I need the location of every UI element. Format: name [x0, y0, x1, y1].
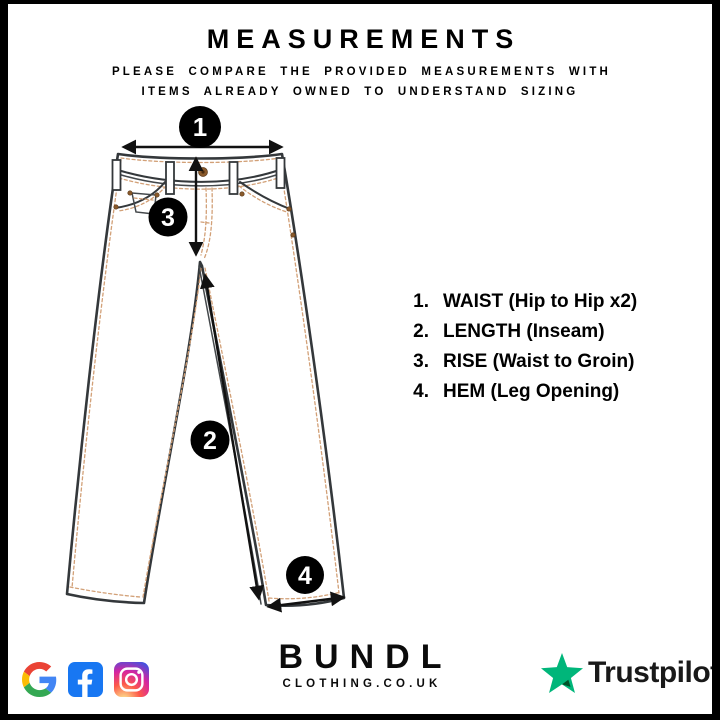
marker-3: [149, 198, 188, 237]
legend-item-length: [403, 317, 637, 347]
measurement-legend: [403, 287, 637, 407]
legend-number: 4.: [413, 381, 429, 402]
page-title: MEASUREMENTS: [206, 24, 521, 54]
legend-number: 1.: [413, 291, 429, 312]
trustpilot-star-icon: [541, 653, 583, 693]
trustpilot-wordmark: Trustpilot: [588, 656, 720, 689]
legend-label: RISE (Waist to Groin): [443, 351, 635, 372]
legend-number: 3.: [413, 351, 429, 372]
legend-item-hem: [403, 377, 637, 407]
page-subtitle: [0, 62, 720, 102]
brand-domain: CLOTHING.CO.UK: [282, 678, 442, 690]
facebook-icon[interactable]: [68, 662, 103, 697]
rivet: [287, 207, 291, 211]
belt-loop: [166, 162, 174, 194]
marker-1: [179, 106, 221, 148]
rivet: [155, 193, 159, 197]
svg-text:4: 4: [298, 562, 312, 590]
header: [0, 24, 720, 102]
belt-loop: [277, 158, 285, 188]
legend-item-waist: [403, 287, 637, 317]
legend-label: HEM (Leg Opening): [443, 381, 620, 402]
legend-label: WAIST (Hip to Hip x2): [443, 291, 638, 312]
subtitle-line-1: PLEASE COMPARE THE PROVIDED MEASUREMENTS WITH: [111, 66, 612, 78]
social-icons: [22, 662, 149, 697]
rivet: [128, 191, 132, 195]
google-icon[interactable]: [22, 662, 57, 697]
jeans-measurement-diagram: [55, 100, 395, 635]
marker-2: [191, 421, 230, 460]
legend-number: 2.: [413, 321, 429, 342]
brand-logo: [268, 640, 453, 690]
legend-label: LENGTH (Inseam): [443, 321, 605, 342]
instagram-icon[interactable]: [114, 662, 149, 697]
svg-text:3: 3: [161, 204, 175, 232]
rivet: [291, 233, 295, 237]
jeans-drawing: [55, 100, 395, 635]
marker-4: [286, 556, 324, 594]
subtitle-line-2: ITEMS ALREADY OWNED TO UNDERSTAND SIZING: [141, 86, 579, 98]
legend-item-rise: [403, 347, 637, 377]
brand-name: BUNDL: [278, 638, 453, 676]
svg-text:1: 1: [192, 112, 208, 142]
rivet: [240, 192, 244, 196]
rivet: [114, 205, 118, 209]
belt-loop: [113, 160, 121, 190]
svg-text:2: 2: [203, 427, 217, 455]
trustpilot-logo[interactable]: [541, 653, 720, 693]
belt-loop: [230, 162, 238, 194]
